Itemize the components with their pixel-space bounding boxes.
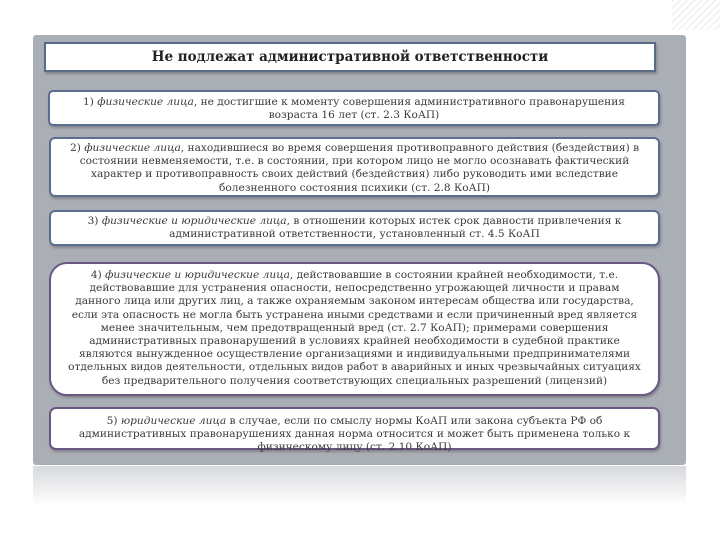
item-subject: физические и юридические лица bbox=[105, 269, 290, 281]
item-number: 5) bbox=[106, 415, 118, 427]
list-item-3 bbox=[49, 210, 660, 246]
item-text: , действовавшие в состоянии крайней необходимости, т.е. действовавшие для устранения опасности, непосредственно угрожающей личности и правам данного лица или других лиц, а также охраняемым законом интересам общества или государства, если эта опасность не могла быть устранена иными средствами и если причиненный вред является менее значительным, чем предотвращенный вред (ст. 2.7 КоАП); примерами совершения административных правонарушений в условиях крайней необходимости в судебной практике являются вынужденное осуществление организациями и индивидуальными предпринимателями отдельных видов деятельности, отдельных видов работ в аварийных и иных чрезвычайных ситуациях без предварительного получения соответствующих специальных разрешений (лицензий) bbox=[68, 269, 641, 387]
item-number: 2) bbox=[69, 142, 81, 154]
list-item-1 bbox=[48, 90, 660, 126]
list-item-5 bbox=[49, 407, 660, 454]
item-subject: физические лица bbox=[97, 96, 194, 108]
item-subject: юридические лица bbox=[120, 415, 227, 427]
list-item-2 bbox=[49, 137, 660, 197]
item-number: 3) bbox=[87, 215, 99, 227]
item-subject: физические и юридические лица bbox=[101, 215, 287, 227]
item-text: , находившиеся во время совершения противоправного действия (бездействия) в состоянии невменяемости, т.е. в состоянии, при котором лицо не могло осознавать фактический характер и противоправность своих действий (бездействия) либо руководить ими вследствие болезненного состояния психики (ст. 2.8 КоАП) bbox=[79, 142, 640, 194]
item-text: , в отношении которых истек срок давности привлечения к административной ответственности, установленный ст. 4.5 КоАП bbox=[169, 215, 622, 241]
item-number: 1) bbox=[83, 96, 94, 108]
panel-reflection bbox=[33, 466, 686, 506]
slide-title: Не подлежат административной ответственности bbox=[44, 42, 656, 72]
item-subject: физические лица bbox=[84, 142, 181, 154]
corner-decoration bbox=[672, 0, 720, 30]
item-text: , не достигшие к моменту совершения административного правонарушения возраста 16 лет (ст. 2.3 КоАП) bbox=[193, 96, 625, 122]
item-number: 4) bbox=[90, 269, 102, 281]
item-text: в случае, если по смыслу нормы КоАП или закона субъекта РФ об административных правонарушениях данная норма относится и может быть применена только к физическому лицу (ст. 2.10 КоАП) bbox=[78, 415, 631, 454]
list-item-4 bbox=[49, 262, 660, 396]
